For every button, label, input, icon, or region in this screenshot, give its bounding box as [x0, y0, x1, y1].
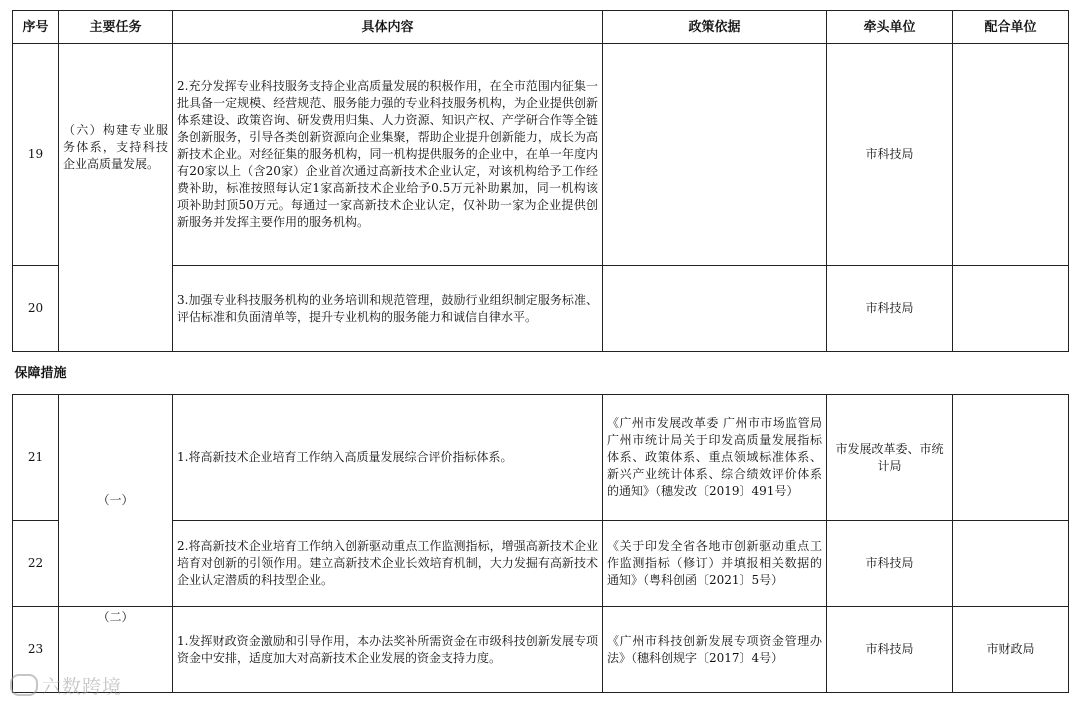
row-seq: 23 — [13, 607, 59, 693]
row-seq: 21 — [13, 395, 59, 521]
row-seq: 22 — [13, 521, 59, 607]
header-policy: 政策依据 — [603, 11, 827, 44]
header-content: 具体内容 — [173, 11, 603, 44]
watermark-logo-icon — [10, 674, 38, 696]
row-policy: 《广州市发展改革委 广州市市场监管局 广州市统计局关于印发高质量发展指标体系、政策体系、重点领域标准体系、新兴产业统计体系、综合绩效评价体系的通知》（穗发改〔2019〕491号） — [603, 395, 827, 521]
section-row — [13, 352, 1069, 395]
row-lead: 市科技局 — [827, 521, 953, 607]
row-support — [953, 521, 1069, 607]
row-content: 1.将高新技术企业培育工作纳入高质量发展综合评价指标体系。 — [173, 395, 603, 521]
row-policy: 《广州市科技创新发展专项资金管理办法》（穗科创规字〔2017〕4号） — [603, 607, 827, 693]
header-seq: 序号 — [13, 11, 59, 44]
section-title: 保障措施 — [14, 365, 67, 381]
table-row — [13, 395, 1069, 521]
row-lead: 市科技局 — [827, 607, 953, 693]
row-task: （二） — [59, 607, 173, 693]
row-lead: 市科技局 — [827, 266, 953, 352]
watermark — [10, 672, 122, 699]
row-seq: 20 — [13, 266, 59, 352]
task-text: （六）构建专业服务体系，支持科技企业高质量发展。 — [63, 123, 168, 171]
row-content: 2.充分发挥专业科技服务支持企业高质量发展的积极作用，在全市范围内征集一批具备一定规模、经营规范、服务能力强的专业科技服务机构，为企业提供创新体系建设、政策咨询、研发费用归集、人力资源、知识产权、产学研合作等全链条创新服务，引导各类创新资源向企业集聚，帮助企业提升创新能力，成长为高新技术企业。对经征集的服务机构，同一机构提供服务的企业中，在单一年度内有20家以上（含20家）企业首次通过高新技术企业认定，对该机构给予工作经费补助，标准按照每认定1家高新技术企业给予0.5万元补助累加，同一机构该项补助封顶50万元。每通过一家高新技术企业认定，仅补助一家为企业提供创新服务并发挥主要作用的服务机构。 — [173, 44, 603, 266]
row-policy — [603, 44, 827, 266]
table-row — [13, 44, 1069, 266]
header-task: 主要任务 — [59, 11, 173, 44]
header-support: 配合单位 — [953, 11, 1069, 44]
row-policy: 《关于印发全省各地市创新驱动重点工作监测指标（修订）并填报相关数据的通知》（粤科创函〔2021〕5号） — [603, 521, 827, 607]
row-task: （一） — [59, 395, 173, 607]
row-support — [953, 44, 1069, 266]
header-lead: 牵头单位 — [827, 11, 953, 44]
table-header-row — [13, 11, 1069, 44]
watermark-text: 六数跨境 — [42, 676, 123, 698]
table-row — [13, 607, 1069, 693]
row-content: 3.加强专业科技服务机构的业务培训和规范管理，鼓励行业组织制定服务标准、评估标准和负面清单等，提升专业机构的服务能力和诚信自律水平。 — [173, 266, 603, 352]
policy-table — [12, 10, 1069, 693]
row-support — [953, 266, 1069, 352]
row-task — [59, 44, 173, 352]
row-content: 1.发挥财政资金激励和引导作用，本办法奖补所需资金在市级科技创新发展专项资金中安排，适度加大对高新技术企业发展的资金支持力度。 — [173, 607, 603, 693]
row-lead: 市科技局 — [827, 44, 953, 266]
row-content: 2.将高新技术企业培育工作纳入创新驱动重点工作监测指标，增强高新技术企业培育对创新的引领作用。建立高新技术企业长效培育机制，大力发掘有高新技术企业认定潜质的科技型企业。 — [173, 521, 603, 607]
row-support — [953, 395, 1069, 521]
row-policy — [603, 266, 827, 352]
row-support: 市财政局 — [953, 607, 1069, 693]
row-seq: 19 — [13, 44, 59, 266]
row-lead: 市发展改革委、市统计局 — [827, 395, 953, 521]
